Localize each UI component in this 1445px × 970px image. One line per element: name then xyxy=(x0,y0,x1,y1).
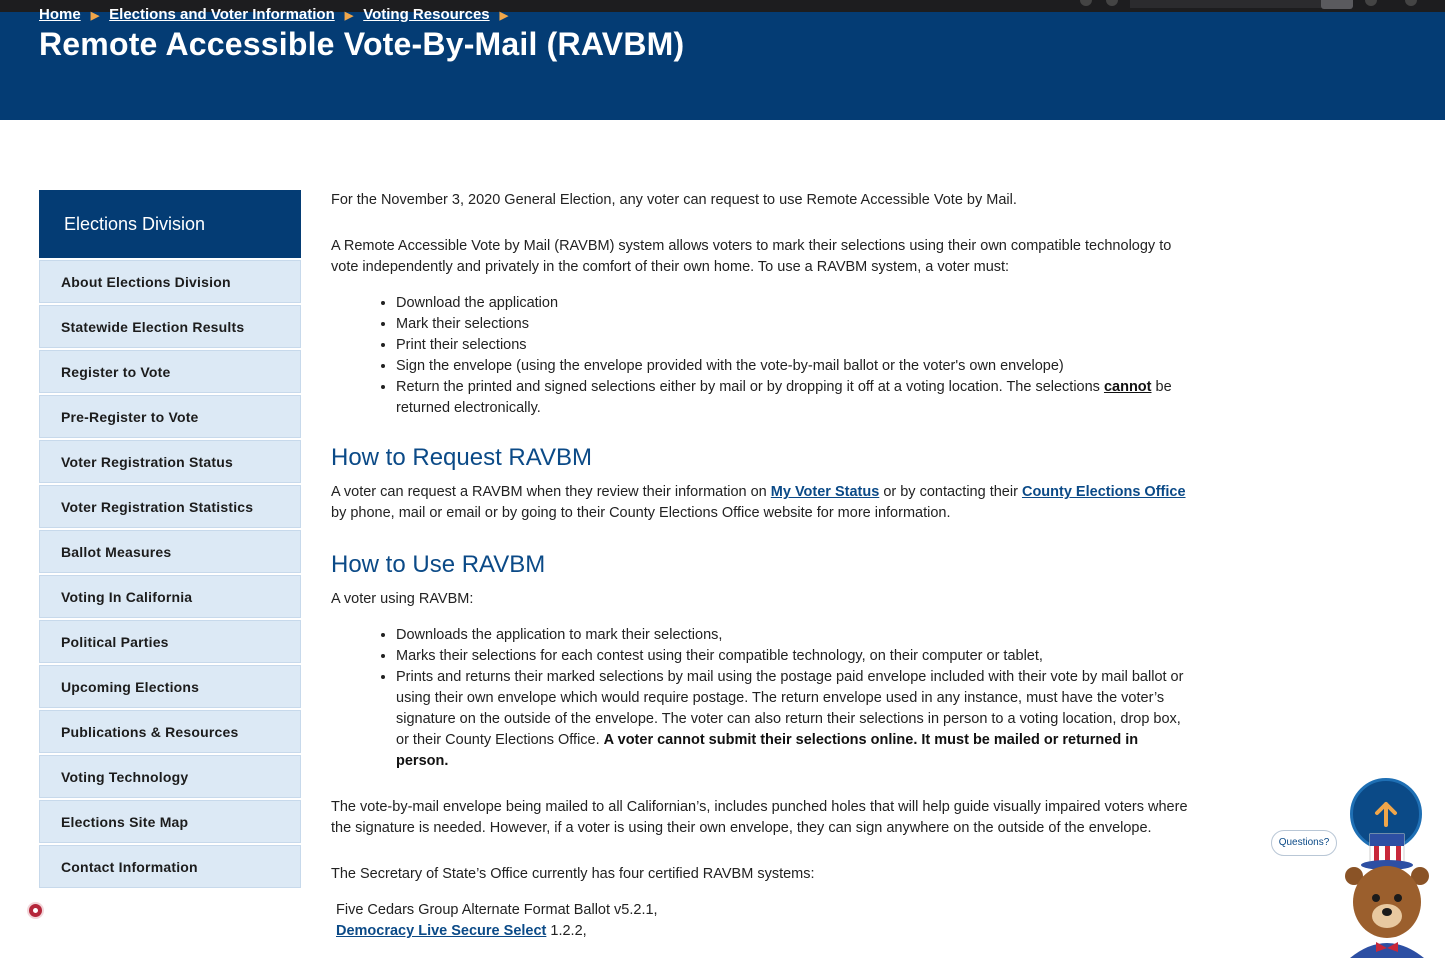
certified-systems-list xyxy=(331,900,1191,942)
accessibility-gear-icon[interactable] xyxy=(27,902,44,919)
sidebar-nav xyxy=(39,190,301,888)
list-item: • Print their selections xyxy=(396,335,1191,356)
breadcrumb xyxy=(39,6,518,23)
arrow-up-icon xyxy=(1371,799,1401,829)
list-item-text: Prints and returns their marked selections by mail using the postage paid envelope included with their vote by mail ballot or using their own envelope which would require postage. The return envelope used in any instance, must have the voter’s signature on the outside of the envelope. The voter can also return their selections in person to a voting location, drop box, or their County Elections Office. xyxy=(396,669,1184,748)
county-elections-office-link[interactable]: County Elections Office xyxy=(1021,484,1186,500)
main-content xyxy=(331,190,1191,942)
list-item xyxy=(396,377,1191,419)
request-paragraph xyxy=(331,482,1191,524)
breadcrumb-voting-resources[interactable]: Voting Resources xyxy=(363,6,490,23)
chat-assistant-bear-icon[interactable] xyxy=(1340,832,1435,962)
sidebar-item-voting-in-california[interactable]: Voting In California xyxy=(39,575,301,618)
ravbm-description: A Remote Accessible Vote by Mail (RAVBM) system allows voters to mark their selections using their own compatible technology to vote independently and privately in the comfort of their own home. To use a RAVBM system, a voter must: xyxy=(331,238,1172,275)
list-item xyxy=(396,667,1191,772)
system-item: Five Cedars Group Alternate Format Ballot v5.2.1, xyxy=(336,902,658,918)
requirements-list xyxy=(331,293,1191,419)
list-item-text: be returned electronically. xyxy=(396,379,1172,416)
list-item: • Mark their selections xyxy=(396,314,1191,335)
browser-menu-icon[interactable] xyxy=(1405,0,1417,6)
envelope-paragraph: The vote-by-mail envelope being mailed to all Californian’s, includes punched holes that will help guide visually impaired voters where the signature is needed. However, if a voter is using their own envelope, they can sign anywhere on the outside of the envelope. xyxy=(331,799,1188,836)
sidebar-item-about-elections-division[interactable]: About Elections Division xyxy=(39,260,301,303)
chevron-right-icon: ▶ xyxy=(344,10,354,22)
browser-control-icon[interactable] xyxy=(1080,0,1092,6)
sidebar-heading[interactable]: Elections Division xyxy=(39,190,301,258)
emphasis-cannot: cannot xyxy=(1103,379,1152,395)
sidebar-item-register-to-vote[interactable]: Register to Vote xyxy=(39,350,301,393)
list-item: • Sign the envelope (using the envelope provided with the vote-by-mail ballot or the voter's own envelope) xyxy=(396,356,1191,377)
breadcrumb-home[interactable]: Home xyxy=(39,6,81,23)
system-version: 1.2.2, xyxy=(546,923,587,939)
list-item: • Marks their selections for each contest using their compatible technology, on their computer or tablet, xyxy=(396,646,1191,667)
democracy-live-link[interactable]: Democracy Live Secure Select xyxy=(336,923,547,939)
sidebar-item-upcoming-elections[interactable]: Upcoming Elections xyxy=(39,665,301,708)
sidebar-item-elections-site-map[interactable]: Elections Site Map xyxy=(39,800,301,843)
browser-toolbar-button[interactable] xyxy=(1321,0,1353,9)
sidebar-item-statewide-election-results[interactable]: Statewide Election Results xyxy=(39,305,301,348)
list-item: • Download the application xyxy=(396,293,1191,314)
systems-intro: The Secretary of State’s Office currently has four certified RAVBM systems: xyxy=(331,866,815,882)
use-steps-list xyxy=(331,625,1191,772)
request-text: or by contacting their xyxy=(879,484,1022,500)
sidebar-item-political-parties[interactable]: Political Parties xyxy=(39,620,301,663)
intro-paragraph: For the November 3, 2020 General Election, any voter can request to use Remote Accessible Vote by Mail. xyxy=(331,192,1017,208)
sidebar-item-ballot-measures[interactable]: Ballot Measures xyxy=(39,530,301,573)
sidebar-item-publications-resources[interactable]: Publications & Resources xyxy=(39,710,301,753)
list-item-text: Return the printed and signed selections either by mail or by dropping it off at a voting location. The selections xyxy=(396,379,1104,395)
heading-how-to-request: How to Request RAVBM xyxy=(331,444,592,471)
my-voter-status-link[interactable]: My Voter Status xyxy=(770,484,880,500)
list-item: • Downloads the application to mark their selections, xyxy=(396,625,1191,646)
sidebar-item-pre-register-to-vote[interactable]: Pre-Register to Vote xyxy=(39,395,301,438)
page-title: Remote Accessible Vote-By-Mail (RAVBM) xyxy=(39,26,685,62)
sidebar-item-contact-information[interactable]: Contact Information xyxy=(39,845,301,888)
use-intro: A voter using RAVBM: xyxy=(331,591,474,607)
browser-profile-icon[interactable] xyxy=(1365,0,1377,6)
chevron-right-icon: ▶ xyxy=(499,10,509,22)
breadcrumb-elections[interactable]: Elections and Voter Information xyxy=(109,6,335,23)
sidebar-item-voting-technology[interactable]: Voting Technology xyxy=(39,755,301,798)
online-warning: A voter cannot submit their selections online. It must be mailed or returned in person. xyxy=(396,732,1139,769)
questions-bubble[interactable]: Questions? xyxy=(1271,830,1337,856)
request-text: A voter can request a RAVBM when they review their information on xyxy=(331,484,771,500)
sidebar-item-voter-registration-status[interactable]: Voter Registration Status xyxy=(39,440,301,483)
page-header xyxy=(0,6,1445,120)
browser-close-tab-icon[interactable] xyxy=(1106,0,1118,6)
sidebar-item-voter-registration-statistics[interactable]: Voter Registration Statistics xyxy=(39,485,301,528)
heading-how-to-use: How to Use RAVBM xyxy=(331,551,546,578)
request-text: by phone, mail or email or by going to their County Elections Office website for more information. xyxy=(331,505,951,521)
system-item xyxy=(336,921,1191,942)
chevron-right-icon: ▶ xyxy=(90,10,100,22)
